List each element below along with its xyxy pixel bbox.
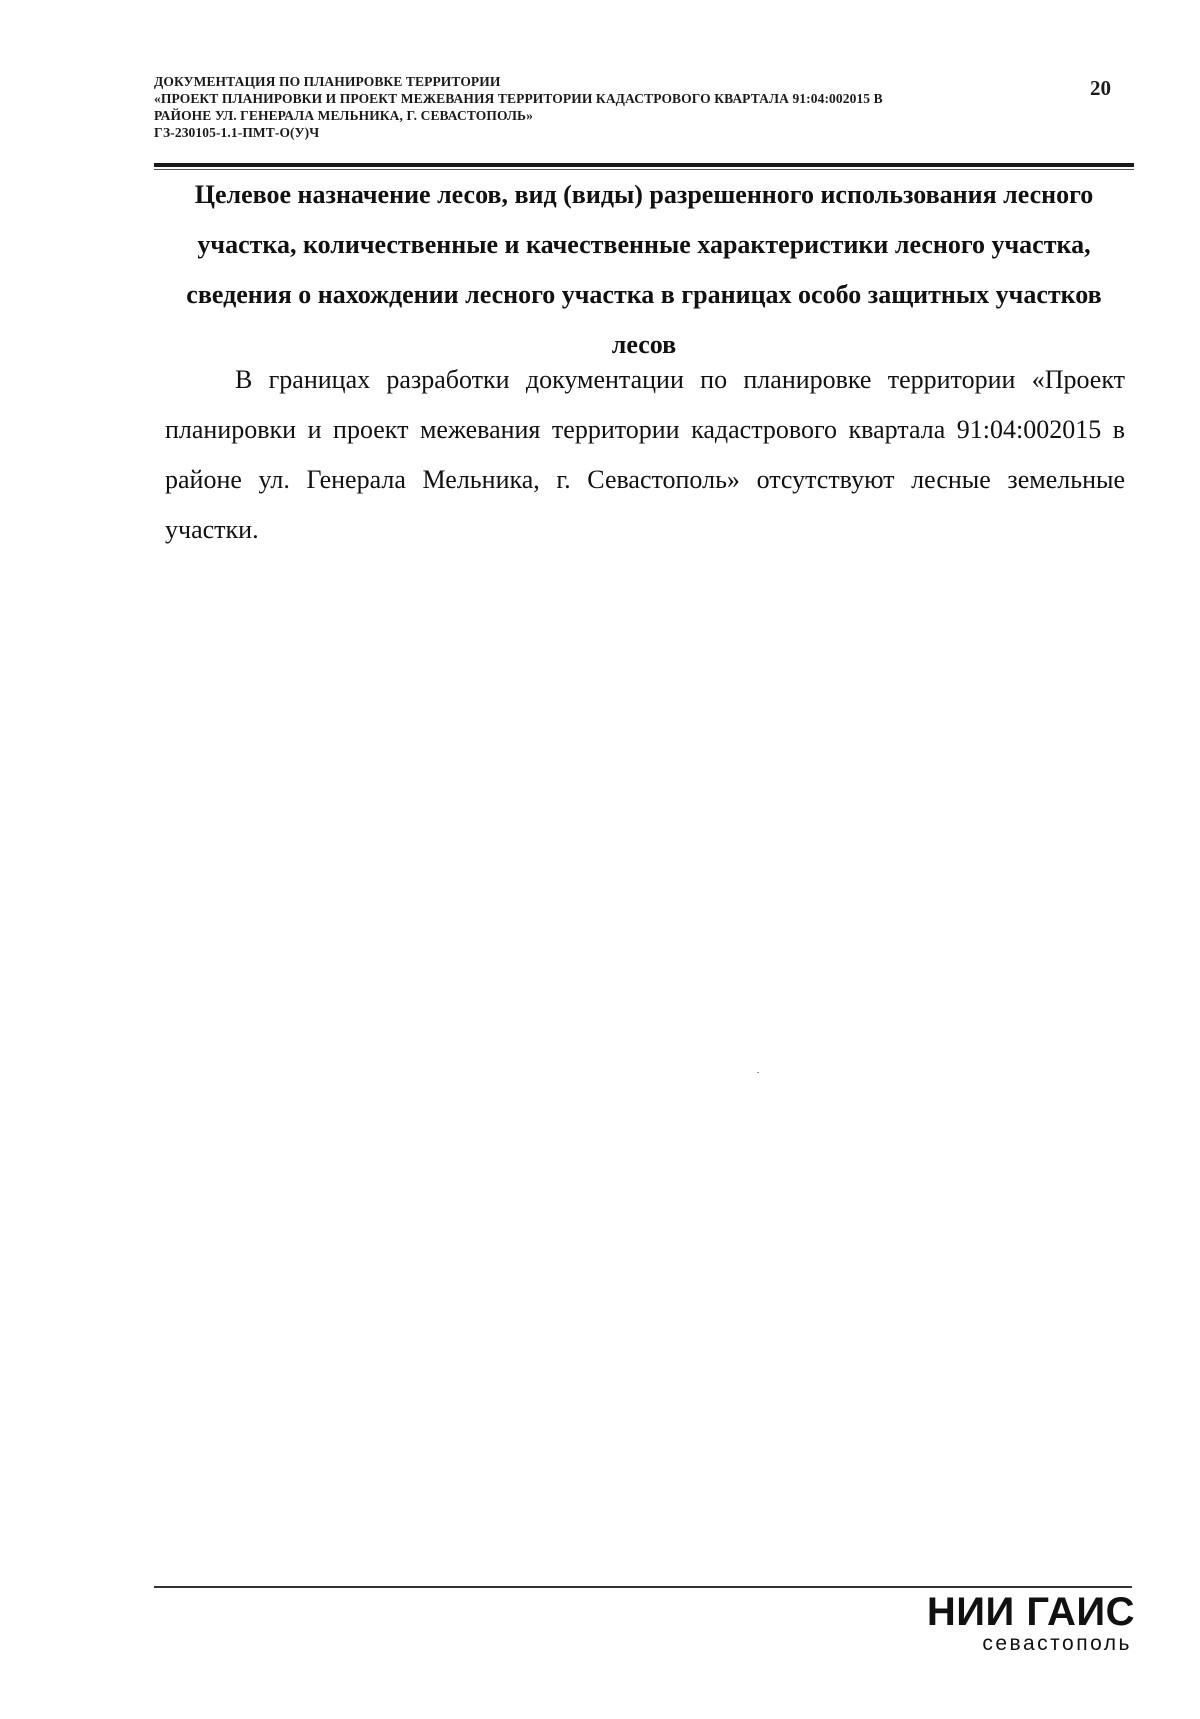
logo-main-text: НИИ ГАИС xyxy=(926,1590,1135,1634)
scan-speck xyxy=(757,1072,759,1073)
header-line-4: ГЗ-230105-1.1-ПМТ-О(У)Ч xyxy=(154,125,320,140)
body-line-3: районе ул. Генерала Мельника, г. Севастополь» отсутствуют лесные земельные xyxy=(165,465,1125,494)
header-line-1: ДОКУМЕНТАЦИЯ ПО ПЛАНИРОВКЕ ТЕРРИТОРИИ xyxy=(154,74,501,89)
section-title-line-2: участка, количественные и качественные характеристики лесного участка, xyxy=(197,230,1091,259)
header-line-3: РАЙОНЕ УЛ. ГЕНЕРАЛА МЕЛЬНИКА, Г. СЕВАСТОПОЛЬ» xyxy=(154,108,533,123)
nii-gais-logo xyxy=(895,1590,1135,1670)
body-line-2: планировки и проект межевания территории кадастрового квартала 91:04:002015 в xyxy=(165,415,1125,444)
body-paragraph xyxy=(165,355,1125,555)
section-title xyxy=(154,170,1134,370)
header-divider xyxy=(154,163,1134,167)
section-title-line-4: лесов xyxy=(611,330,677,359)
body-line-1: В границах разработки документации по планировке территории «Проект xyxy=(235,365,1125,394)
body-line-4: участки. xyxy=(165,515,259,544)
document-header xyxy=(154,73,1054,141)
page-number: 20 xyxy=(1090,76,1111,100)
header-line-2: «ПРОЕКТ ПЛАНИРОВКИ И ПРОЕКТ МЕЖЕВАНИЯ ТЕРРИТОРИИ КАДАСТРОВОГО КВАРТАЛА 91:04:002015 В xyxy=(154,91,883,106)
footer-divider xyxy=(154,1586,1132,1588)
logo-sub-text: севастополь xyxy=(982,1632,1132,1655)
section-title-line-1: Целевое назначение лесов, вид (виды) разрешенного использования лесного xyxy=(194,180,1094,209)
section-title-line-3: сведения о нахождении лесного участка в границах особо защитных участков xyxy=(186,280,1102,309)
